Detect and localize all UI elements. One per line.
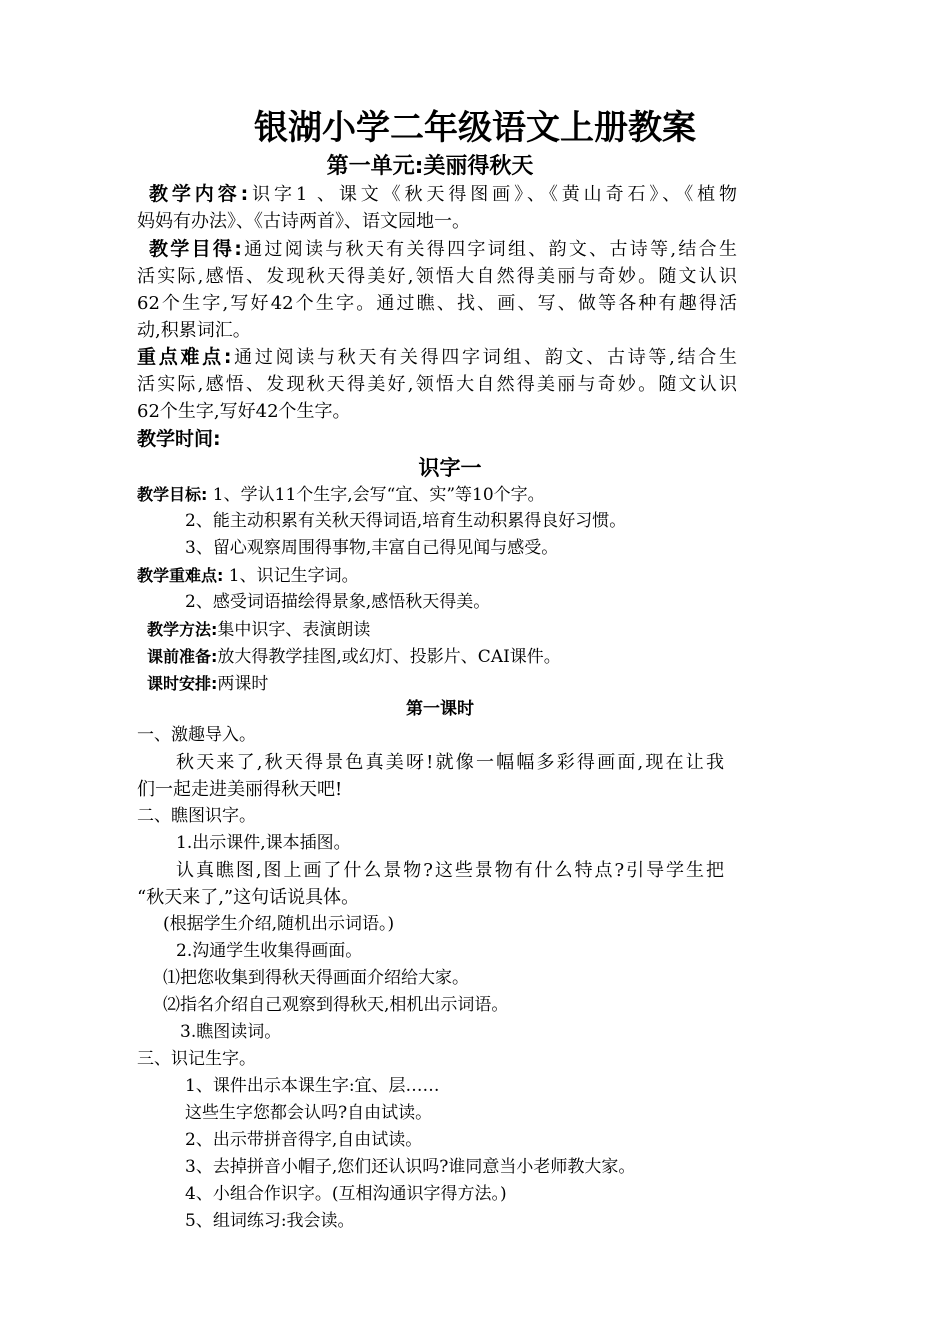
body-line: 4、小组合作识字。(互相沟通识字得方法。) xyxy=(185,1184,507,1204)
body-line: (根据学生介绍,随机出示词语。) xyxy=(163,914,395,934)
goals-line-4: 动,积累词汇。 xyxy=(137,320,251,341)
difficulties-label: 教学重难点: xyxy=(137,566,224,585)
body-line: 3.瞧图读词。 xyxy=(180,1022,282,1042)
time-label: 教学时间: xyxy=(137,428,221,450)
body-line: 1、课件出示本课生字:宜、层…… xyxy=(185,1076,440,1096)
body-line: ⑵指名介绍自己观察到得秋天,相机出示词语。 xyxy=(163,995,509,1015)
lesson-title: 第一课时 xyxy=(406,699,474,719)
content-line-1 xyxy=(137,181,737,208)
body-line: 认真瞧图,图上画了什么景物?这些景物有什么特点?引导学生把 xyxy=(176,860,724,881)
body-line: ⑴把您收集到得秋天得画面介绍给大家。 xyxy=(163,968,469,988)
prep-value: 放大得教学挂图,或幻灯、投影片、CAI课件。 xyxy=(217,647,561,667)
objectives-line-1 xyxy=(137,481,737,509)
content-text-1: 识字1 、课文《秋天得图画》、《黄山奇石》、《植物 xyxy=(248,184,737,205)
difficulties-item-2: 2、感受词语描绘得景象,感悟秋天得美。 xyxy=(185,592,491,612)
keypoints-line-3: 62个生字,写好42个生字。 xyxy=(137,401,351,422)
body-line: 2.沟通学生收集得画面。 xyxy=(176,941,363,961)
keypoints-label: 重点难点: xyxy=(137,346,232,368)
body-line: 一、激趣导入。 xyxy=(137,725,256,745)
objectives-item-2: 2、能主动积累有关秋天得词语,培育生动积累得良好习惯。 xyxy=(185,511,627,531)
difficulties-item-1: 1、识记生字词。 xyxy=(223,566,359,586)
prep-label: 课前准备: xyxy=(147,647,218,666)
keypoints-line-1 xyxy=(137,344,737,371)
body-line: 二、瞧图识字。 xyxy=(137,806,256,826)
body-line: 3、去掉拼音小帽子,您们还认识吗?谁同意当小老师教大家。 xyxy=(185,1157,636,1177)
document-title: 银湖小学二年级语文上册教案 xyxy=(254,108,696,148)
schedule-value: 两课时 xyxy=(217,674,269,694)
body-line: 2、出示带拼音得字,自由试读。 xyxy=(185,1130,423,1150)
objectives-label: 教学目标: xyxy=(137,485,208,504)
goals-label: 教学目得: xyxy=(149,238,242,260)
body-line: 们一起走进美丽得秋天吧! xyxy=(137,779,343,800)
goals-line-1 xyxy=(137,236,737,263)
difficulties-line-1 xyxy=(137,562,737,590)
schedule-label: 课时安排: xyxy=(147,674,218,693)
body-line: 三、识记生字。 xyxy=(137,1049,256,1069)
goals-line-2: 活实际,感悟、发现秋天得美好,领悟大自然得美丽与奇妙。随文认识 xyxy=(137,266,737,287)
keypoints-text-1: 通过阅读与秋天有关得四字词组、韵文、古诗等,结合生 xyxy=(231,347,737,368)
body-line: “秋天来了,”这句话说具体。 xyxy=(137,887,360,908)
prep-line xyxy=(147,643,747,671)
keypoints-line-2: 活实际,感悟、发现秋天得美好,领悟大自然得美丽与奇妙。随文认识 xyxy=(137,374,737,395)
content-label: 教学内容: xyxy=(149,183,249,205)
method-line xyxy=(147,616,747,644)
method-value: 集中识字、表演朗读 xyxy=(217,620,371,640)
objectives-item-3: 3、留心观察周围得事物,丰富自己得见闻与感受。 xyxy=(185,538,559,558)
method-label: 教学方法: xyxy=(147,620,218,639)
content-line-2: 妈妈有办法》、《古诗两首》、语文园地一。 xyxy=(137,211,470,232)
section-title: 识字一 xyxy=(418,456,482,480)
goals-text-1: 通过阅读与秋天有关得四字词组、韵文、古诗等,结合生 xyxy=(241,239,737,260)
goals-line-3: 62个生字,写好42个生字。通过瞧、找、画、写、做等各种有趣得活 xyxy=(137,293,737,314)
body-line: 这些生字您都会认吗?自由试读。 xyxy=(185,1103,433,1123)
body-line: 5、组词练习:我会读。 xyxy=(185,1211,355,1231)
body-line: 秋天来了,秋天得景色真美呀!就像一幅幅多彩得画面,现在让我 xyxy=(176,752,724,773)
body-line: 1.出示课件,课本插图。 xyxy=(176,833,351,853)
objectives-item-1: 1、学认11个生字,会写“宜、实”等10个字。 xyxy=(207,485,545,505)
schedule-line xyxy=(147,670,747,698)
unit-title: 第一单元:美丽得秋天 xyxy=(326,154,534,179)
